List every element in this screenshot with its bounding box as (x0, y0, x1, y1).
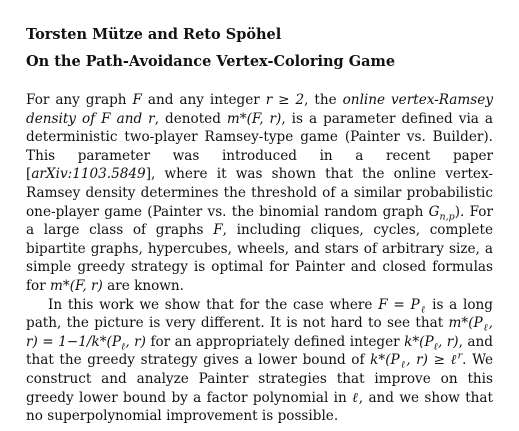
paper-title: On the Path-Avoidance Vertex-Coloring Game (26, 53, 396, 70)
math-density: m*(F, r) (226, 110, 282, 127)
text-run: , and we show that no superpolynomial improvement is possible. (26, 389, 493, 425)
math-text: , r) = 1−1/k*(P (26, 315, 493, 350)
text-run: ). For a large class of graphs (26, 203, 493, 239)
math-text: , r) ≥ ℓ (406, 352, 458, 369)
math-text: , r) (437, 333, 459, 350)
text-run: ], where it was shown that the online vertex-Ramsey density determines the threshold of a similar probabilistic one-player game (Painter vs. the binomial random graph (26, 166, 493, 220)
math-superscript: r (457, 350, 463, 362)
paper-authors: Torsten Mütze and Reto Spöhel (26, 26, 282, 43)
abstract-paragraph-2 (26, 296, 493, 426)
math-k (404, 333, 459, 353)
text-run: For any graph (26, 92, 133, 108)
math-F: F (213, 222, 223, 239)
emphasized-term: online vertex-Ramsey density of F and r (26, 92, 493, 127)
text-run: In this work we show that for the case where (48, 296, 379, 313)
math-density: m*(F, r) (50, 277, 103, 294)
text-run: , the (304, 92, 343, 108)
math-G: G (428, 203, 440, 220)
math-F: F (132, 92, 142, 108)
math-lower-bound (370, 350, 463, 372)
text-run: , including cliques, cycles, complete bipartite graphs, hypercubes, wheels, and stars of arbitrary size, a simple greedy strategy is optimal for Painter and closed formulas for (26, 222, 493, 294)
math-subscript: ℓ (419, 304, 427, 316)
text-run: . We construct and analyze Painter strategies that improve on this greedy lower bound by a factor polynomial in (26, 352, 493, 406)
math-gnp (428, 203, 455, 223)
text-run: , and that the greedy strategy gives a lower bound of (26, 333, 493, 369)
math-text: F = P (378, 296, 420, 313)
math-text: , r) (125, 333, 146, 350)
math-eq-path (378, 296, 427, 316)
math-inequality: r ≥ 2 (265, 92, 305, 108)
text-run: , is a parameter defined via a deterministic two-player Ramsey-type game (Painter vs. Builder). This parameter was introduced in a recent paper [ (26, 110, 494, 183)
text-run: , denoted (154, 110, 227, 127)
text-run: for an appropriately defined integer (145, 333, 405, 350)
math-subscript: ℓ (399, 360, 407, 372)
math-subscript: ℓ (120, 341, 126, 353)
math-text: k*(P (404, 333, 434, 350)
abstract (26, 91, 493, 426)
math-text: k*(P (370, 352, 400, 369)
text-run: and any integer (141, 92, 266, 108)
text-run: are known. (102, 277, 184, 294)
abstract-paragraph-1 (26, 91, 493, 296)
math-ell: ℓ (352, 389, 359, 406)
math-subscript: n,p (439, 211, 455, 223)
reference-link[interactable]: arXiv:1103.5849 (31, 166, 146, 183)
text-run: is a long path, the picture is very different. It is not hard to see that (26, 296, 493, 332)
math-subscript: ℓ (433, 341, 438, 353)
math-text: m*(P (448, 315, 483, 332)
math-subscript: ℓ (482, 322, 489, 334)
